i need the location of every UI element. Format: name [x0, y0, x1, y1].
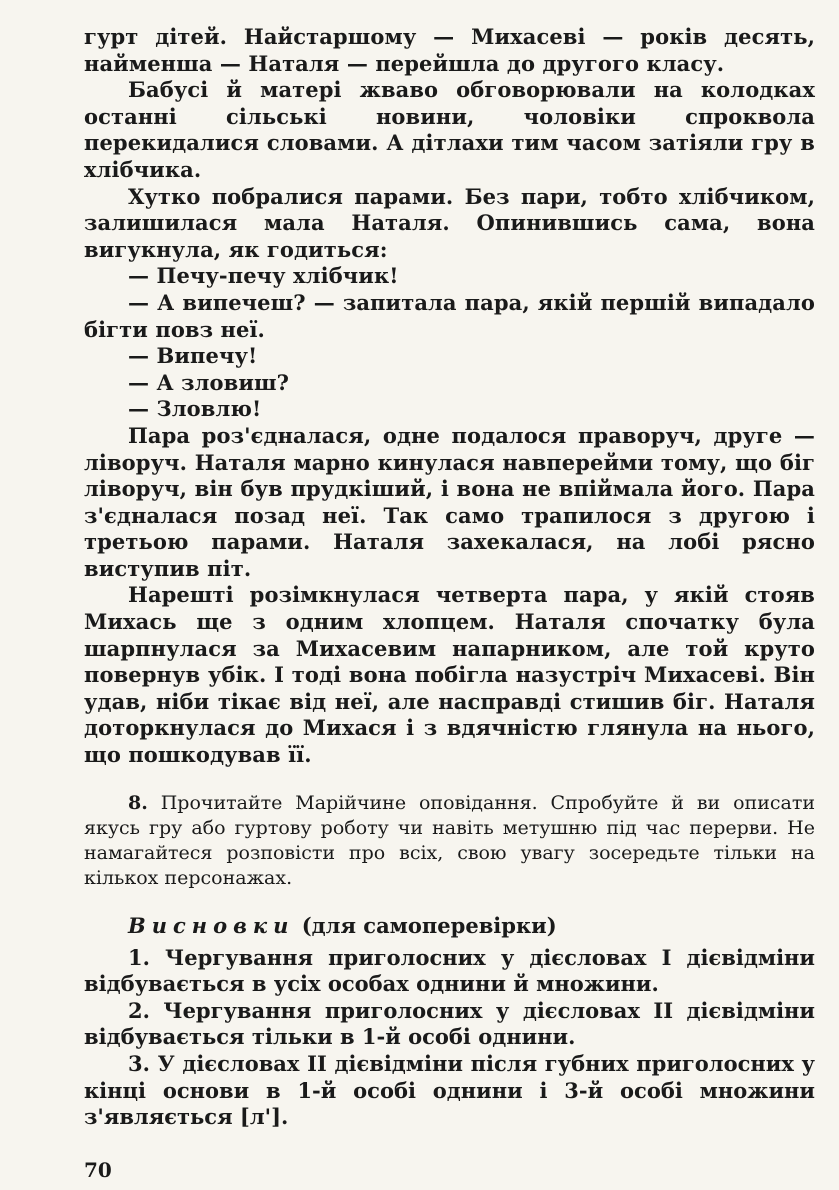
conclusions-heading-note: (для самоперевірки): [294, 912, 557, 938]
conclusions-heading: [84, 911, 815, 941]
dialog-line: — Печу-печу хлібчик!: [128, 263, 399, 289]
conclusion-item: 3. У дієсловах II дієвідміни після губних приголосних у кінці основи в 1-й особі однини і 3-й особі множини з'являється [л'].: [84, 1051, 815, 1130]
dialog-line: — А зловиш?: [128, 369, 290, 395]
conclusion-item: 1. Чергування приголосних у дієсловах І дієвідміни відбувається в усіх особах однини й множини.: [84, 944, 815, 997]
story-paragraph: Пара роз'єдналася, одне подалося праворуч, друге — ліворуч. Наталя марно кинулася навперейми тому, що біг ліворуч, він був прудкіший, і вона не впіймала його. Пара з'єдналася позад неї. Так само трапилося з другою і третьою парами. Наталя захекалася, на лобі рясно виступив піт.: [84, 422, 815, 581]
exercise-number: 8.: [128, 791, 148, 814]
dialog-line: — Випечу!: [128, 343, 258, 369]
story-paragraph: Хутко побралися парами. Без пари, тобто хлібчиком, залишилася мала Наталя. Опинившись сама, вона вигукнула, як годиться:: [84, 183, 815, 262]
story-paragraph: Нарешті розімкнулася четверта пара, у якій стояв Михась ще з одним хлопцем. Наталя спочатку була шарпнулася за Михасевим напарником, але той круто повернув убік. І тоді вона побігла назустріч Михасеві. Він удав, ніби тікає від неї, але насправді стишив біг. Наталя доторкнулася до Михася і з вдячністю глянула на нього, що пошкодував її.: [84, 582, 815, 768]
conclusion-item: 2. Чергування приголосних у дієсловах II дієвідміни відбувається тільки в 1-й особі однини.: [84, 997, 815, 1050]
conclusions-heading-word: Висновки: [128, 912, 295, 938]
dialog-line: — Зловлю!: [128, 396, 262, 422]
story-text: [84, 24, 815, 769]
dialog-line: — А випечеш? — запитала пара, якій першій випадало бігти повз неї.: [84, 289, 815, 342]
exercise-text: Прочитайте Марійчине оповідання. Спробуйте й ви описати якусь гру або гуртову роботу чи навіть метушню під час перерви. Не намагайтеся розповісти про всіх, свою увагу зосередьте тільки на кількох персонажах.: [84, 791, 815, 889]
exercise-task: [84, 791, 815, 891]
conclusions-section: [84, 911, 815, 1131]
story-paragraph: гурт дітей. Найстаршому — Михасеві — років десять, найменша — Наталя — перейшла до другого класу.: [84, 24, 815, 76]
story-paragraph: Бабусі й матері жваво обговорювали на колодках останні сільські новини, чоловіки спроквола перекидалися словами. А дітлахи тим часом затіяли гру в хлібчика.: [84, 77, 815, 182]
page-number: 70: [84, 1158, 112, 1182]
